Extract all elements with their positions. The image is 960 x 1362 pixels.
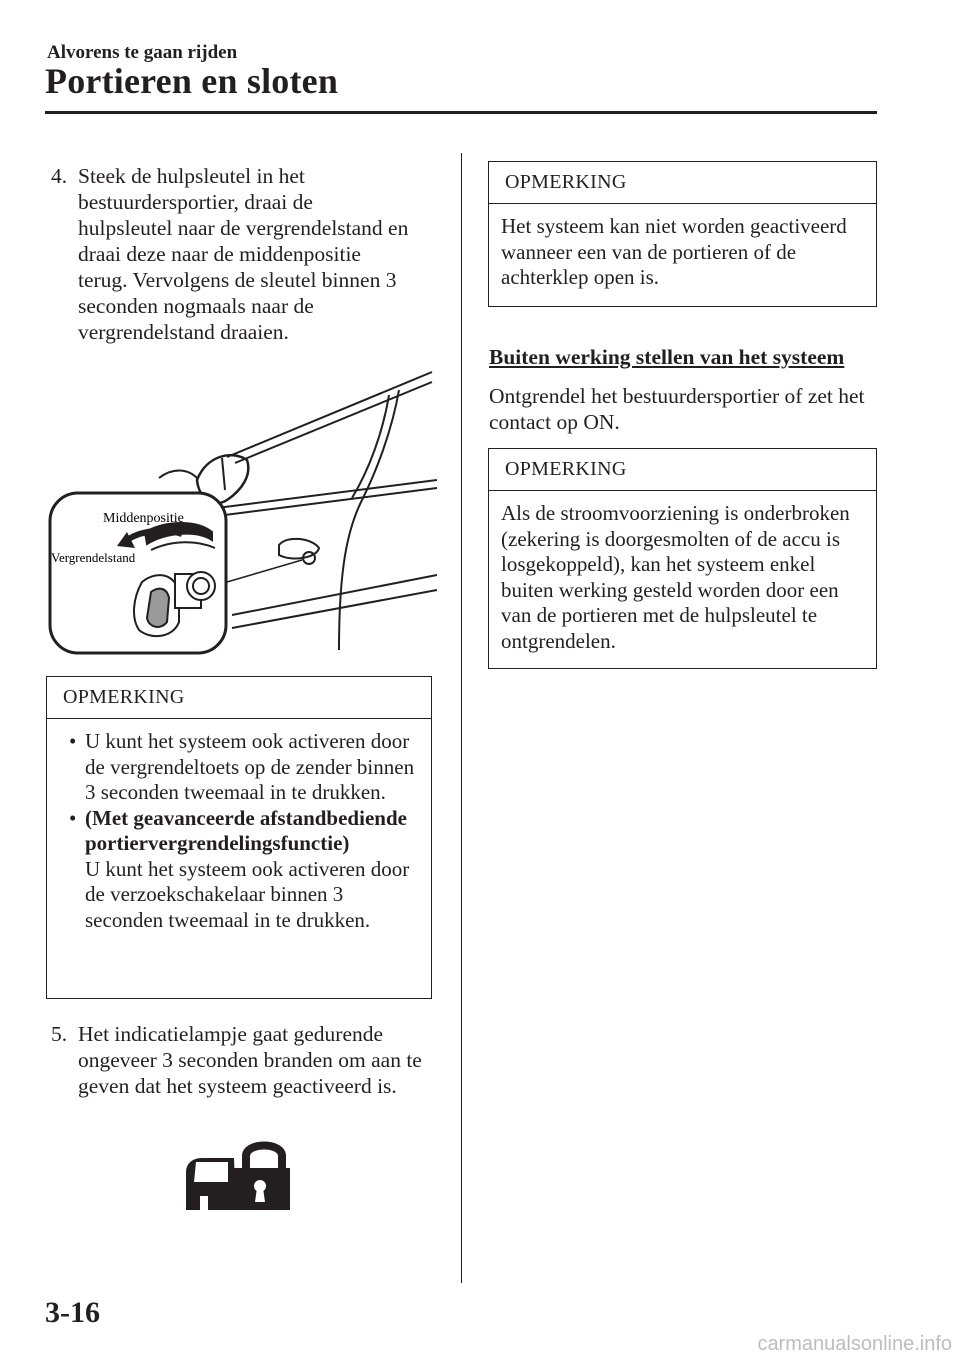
header-rule — [45, 111, 877, 114]
step-5 — [51, 1021, 441, 1099]
door-key-figure — [47, 360, 437, 660]
bullet-icon: • — [69, 805, 77, 830]
note-bullet-1 — [59, 729, 419, 806]
car-lock-indicator-icon — [182, 1134, 294, 1214]
section-label: Alvorens te gaan rijden — [47, 42, 238, 63]
note-body — [47, 719, 431, 933]
note-heading: OPMERKING — [489, 162, 876, 204]
watermark: carmanualsonline.info — [757, 1333, 952, 1355]
step-5-number: 5. — [51, 1022, 68, 1046]
note-body: Het systeem kan niet worden geactiveerd wanneer een van de portieren of de achterklep open is. — [501, 214, 847, 289]
step-4-number: 4. — [51, 164, 68, 188]
note-box-right-2 — [488, 448, 877, 669]
note-bullet-2-text: U kunt het systeem ook activeren door de verzoekschakelaar binnen 3 seconden tweemaal in te drukken. — [85, 856, 410, 932]
page-title: Portieren en sloten — [45, 61, 339, 101]
step-4 — [51, 163, 411, 345]
note-heading: OPMERKING — [489, 449, 876, 491]
subheading-deactivate: Buiten werking stellen van het systeem — [489, 345, 845, 369]
step-4-text: Steek de hulpsleutel in het bestuurdersportier, draai de hulpsleutel naar de vergrendelstand en draai deze naar de middenpositie terug. Vervolgens de sleutel binnen 3 seconden nogmaals naar de vergrendelstand draaien. — [78, 164, 409, 344]
deactivate-paragraph: Ontgrendel het bestuurdersportier of zet het contact op ON. — [489, 384, 865, 434]
column-divider — [461, 153, 462, 1283]
note-box-left — [46, 676, 432, 999]
page-number: 3-16 — [45, 1296, 100, 1329]
note-body: Als de stroomvoorziening is onderbroken (zekering is doorgesmolten of de accu is losgekoppeld), kan het systeem enkel buiten werking gesteld worden door een van de portieren met de hulpsleutel te ontgrendelen. — [501, 501, 850, 653]
bullet-icon: • — [69, 729, 77, 753]
note-box-right-1 — [488, 161, 877, 307]
note-bullet-2-condition: (Met geavanceerde afstandbediende portiervergrendelingsfunctie) — [85, 805, 407, 855]
note-heading: OPMERKING — [47, 677, 431, 719]
door-key-illustration-icon — [47, 360, 437, 660]
label-vergrendelstand: Vergrendelstand — [51, 550, 136, 565]
label-middenpositie: Middenpositie — [103, 511, 184, 526]
note-bullet-2 — [59, 806, 419, 934]
note-bullet-1-text: U kunt het systeem ook activeren door de vergrendeltoets op de zender binnen 3 seconden tweemaal in te drukken. — [85, 729, 415, 804]
step-5-text: Het indicatielampje gaat gedurende ongeveer 3 seconden branden om aan te geven dat het systeem geactiveerd is. — [78, 1022, 422, 1098]
